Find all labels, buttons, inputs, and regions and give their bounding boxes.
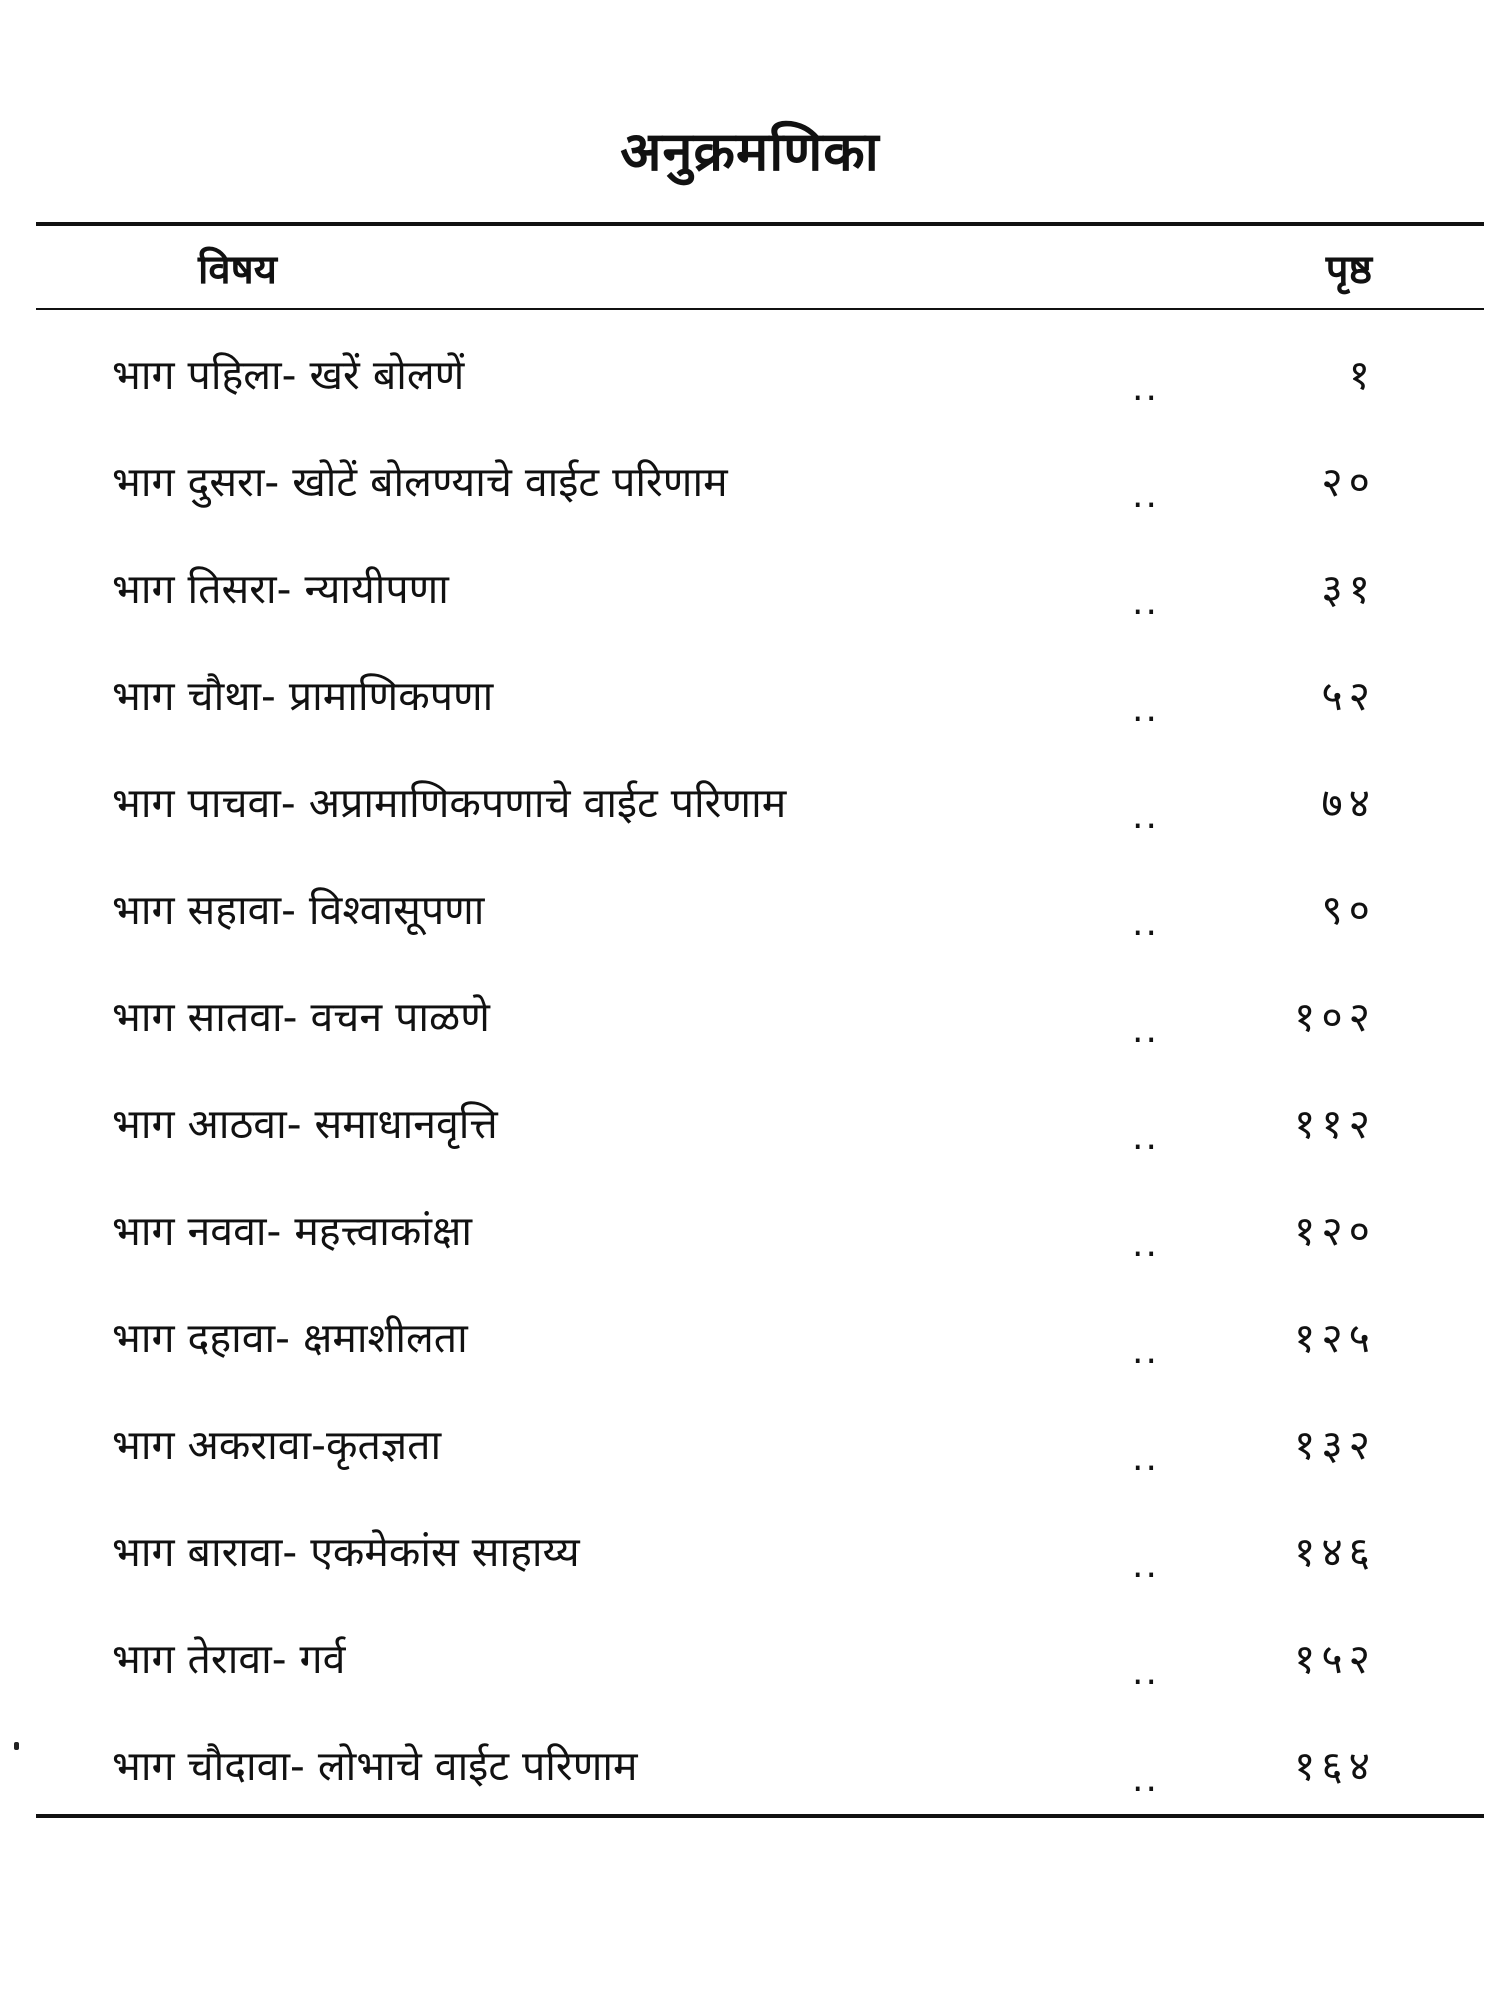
toc-leader-dots: .. xyxy=(1132,1652,1159,1693)
toc-entry-page-number: १ xyxy=(1348,351,1376,399)
toc-entry[interactable] xyxy=(0,880,1500,987)
toc-entry-page-number: ५२ xyxy=(1321,672,1376,720)
toc-leader-dots: .. xyxy=(1132,368,1159,409)
toc-entry-page-number: ९० xyxy=(1321,886,1376,934)
toc-entry[interactable] xyxy=(0,1308,1500,1415)
toc-entry-page-number: १२० xyxy=(1294,1207,1376,1255)
toc-entry[interactable] xyxy=(0,666,1500,773)
toc-entry-page-number: १०२ xyxy=(1294,993,1376,1041)
toc-entry[interactable] xyxy=(0,1522,1500,1629)
toc-entry[interactable] xyxy=(0,1201,1500,1308)
toc-entry-title: भाग चौथा- प्रामाणिकपणा xyxy=(112,672,494,720)
toc-entry-page-number: १६४ xyxy=(1294,1742,1376,1790)
toc-entry[interactable] xyxy=(0,1094,1500,1201)
toc-entry-page-number: १२५ xyxy=(1294,1314,1376,1362)
toc-entry-page-number: ३१ xyxy=(1321,565,1376,613)
toc-entry-title: भाग चौदावा- लोभाचे वाईट परिणाम xyxy=(112,1742,638,1790)
toc-entry-page-number: १४६ xyxy=(1294,1528,1376,1576)
toc-leader-dots: .. xyxy=(1132,1759,1159,1800)
toc-entry[interactable] xyxy=(0,1629,1500,1736)
toc-entry-title: भाग पाचवा- अप्रामाणिकपणाचे वाईट परिणाम xyxy=(112,779,787,827)
toc-entry[interactable] xyxy=(0,345,1500,452)
top-rule xyxy=(36,222,1484,226)
toc-entry-title: भाग दुसरा- खोटें बोलण्याचे वाईट परिणाम xyxy=(112,458,728,506)
toc-leader-dots: .. xyxy=(1132,796,1159,837)
toc-entry-title: भाग पहिला- खरें बोलणें xyxy=(112,351,465,399)
toc-entry-title: भाग अकरावा-कृतज्ञता xyxy=(112,1421,442,1469)
scan-speck xyxy=(14,1742,19,1750)
toc-entry-title: भाग नववा- महत्त्वाकांक्षा xyxy=(112,1207,473,1255)
toc-entry[interactable] xyxy=(0,987,1500,1094)
toc-leader-dots: .. xyxy=(1132,903,1159,944)
toc-leader-dots: .. xyxy=(1132,475,1159,516)
subject-column-header: विषय xyxy=(198,247,277,293)
toc-entry-title: भाग दहावा- क्षमाशीलता xyxy=(112,1314,468,1362)
toc-leader-dots: .. xyxy=(1132,689,1159,730)
header-rule xyxy=(36,308,1484,310)
toc-leader-dots: .. xyxy=(1132,1010,1159,1051)
toc-leader-dots: .. xyxy=(1132,1117,1159,1158)
toc-entry[interactable] xyxy=(0,773,1500,880)
toc-entry-page-number: १३२ xyxy=(1294,1421,1376,1469)
toc-entry-page-number: २० xyxy=(1321,458,1376,506)
toc-entry-title: भाग आठवा- समाधानवृत्ति xyxy=(112,1100,498,1148)
toc-entry-title: भाग तेरावा- गर्व xyxy=(112,1635,346,1683)
toc-entry[interactable] xyxy=(0,559,1500,666)
toc-entry-page-number: ११२ xyxy=(1294,1100,1376,1148)
toc-entry[interactable] xyxy=(0,1415,1500,1522)
toc-entry[interactable] xyxy=(0,452,1500,559)
toc-entry-title: भाग सातवा- वचन पाळणे xyxy=(112,993,490,1041)
page-column-header: पृष्ठ xyxy=(1325,247,1372,293)
toc-leader-dots: .. xyxy=(1132,1331,1159,1372)
toc-entry-title: भाग तिसरा- न्यायीपणा xyxy=(112,565,449,613)
toc-entry-title: भाग बारावा- एकमेकांस साहाय्य xyxy=(112,1528,580,1576)
toc-leader-dots: .. xyxy=(1132,1545,1159,1586)
toc-entry-page-number: १५२ xyxy=(1294,1635,1376,1683)
toc-entry[interactable] xyxy=(0,1736,1500,1843)
toc-leader-dots: .. xyxy=(1132,582,1159,623)
table-of-contents xyxy=(0,345,1500,1843)
bottom-rule xyxy=(36,1814,1484,1818)
toc-entry-title: भाग सहावा- विश्वासूपणा xyxy=(112,886,485,934)
toc-entry-page-number: ७४ xyxy=(1321,779,1376,827)
toc-leader-dots: .. xyxy=(1132,1224,1159,1265)
toc-leader-dots: .. xyxy=(1132,1438,1159,1479)
page-title: अनुक्रमणिका xyxy=(620,120,880,183)
